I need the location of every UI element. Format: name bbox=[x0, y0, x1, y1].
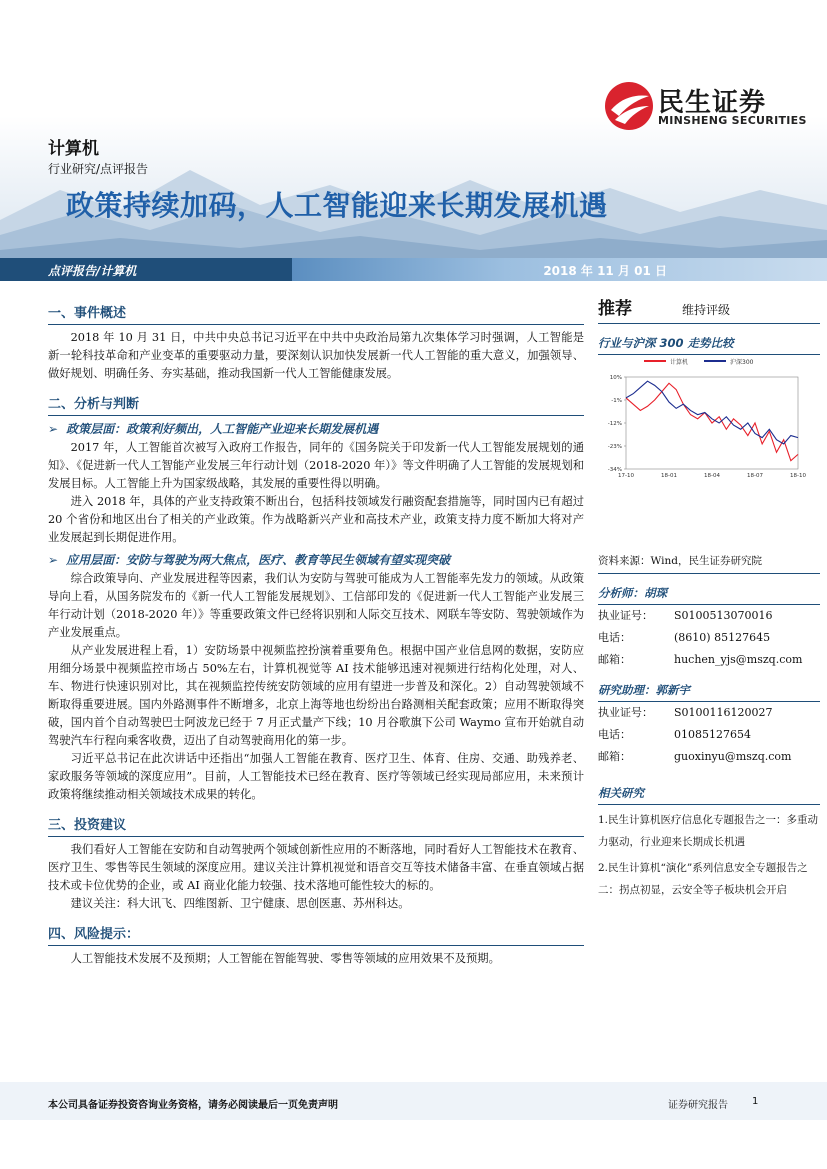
trend-chart bbox=[598, 357, 820, 547]
page-number: 1 bbox=[752, 1096, 759, 1107]
rating-block bbox=[598, 294, 820, 324]
y-tick-label: -12% bbox=[607, 421, 622, 427]
arrow-bullet-icon: ➢ bbox=[48, 422, 59, 436]
assistant-cert-row: 执业证号： S0100116120027 bbox=[598, 706, 773, 719]
analyst-heading: 分析师：胡琛 bbox=[598, 582, 820, 605]
assistant-email-link[interactable]: guoxinyu@mszq.com bbox=[674, 750, 792, 763]
footer-disclaimer: 本公司具备证券投资咨询业务资格，请务必阅读最后一页免责声明 bbox=[48, 1100, 338, 1111]
sector-label: 计算机 bbox=[48, 139, 99, 159]
series-line bbox=[626, 381, 798, 444]
report-category: 行业研究/点评报告 bbox=[48, 162, 149, 176]
paragraph: 综合政策导向、产业发展进程等因素，我们认为安防与驾驶可能成为人工智能率先发力的领域。从政策导向上看，从国务院发布的《新一代人工智能发展规划》、工信部印发的《促进新一代人工智能产业发展三年行动计划（2018-2020 年）》等重要政策文件已经将识别和人际交互技术、网联车等安防、驾驶领域作为产业发展重点。 bbox=[48, 572, 584, 639]
section-heading: 四、风险提示： bbox=[48, 919, 584, 946]
arrow-bullet-icon: ➢ bbox=[48, 553, 59, 567]
trend-chart-svg bbox=[598, 357, 820, 547]
subsection-heading: ➢ 应用层面：安防与驾驶为两大焦点，医疗、教育等民生领域有望实现突破 bbox=[48, 553, 451, 567]
subsection-heading: ➢ 政策层面：政策利好频出，人工智能产业迎来长期发展机遇 bbox=[48, 422, 379, 436]
y-tick-label: -34% bbox=[607, 467, 622, 473]
paragraph: 从产业发展进程上看，1）安防场景中视频监控扮演着重要角色。根据中国产业信息网的数据，安防应用细分场景中视频监控市场占 50%左右，计算机视觉等 AI 技术能够迅速对视频进行结构化处理，对人、车、物进行快速识别对比，其在视频监控传统安防领域的应用有望进一步普及和深化。2）自动驾驶领域不断取得重要进展。国内外路测事件不断增多，北京上海等地也纷纷出台路测相关配套政策；应用不断取得突破，国内首个自动驾驶巴士阿波龙已经于 7 月正式量产下线；10 月谷歌旗下公司 Waymo 宣布开始就自动驾驶汽车行程向乘客收费，迈出了自动驾驶商用化的第一步。 bbox=[48, 644, 584, 747]
paragraph: 我们看好人工智能在安防和自动驾驶两个领域创新性应用的不断落地，同时看好人工智能技术在教育、医疗卫生、零售等民生领域的深度应用。建议关注计算机视觉和语音交互等技术储备丰富、在垂直领域占据技术或卡位优势的企业，或 AI 商业化能力较强、技术落地可能性较大的标的。 bbox=[48, 843, 584, 892]
x-tick-label: 18-07 bbox=[747, 473, 763, 479]
rating-note: 维持评级 bbox=[682, 303, 731, 317]
footer-doc-type: 证券研究报告 bbox=[668, 1100, 728, 1111]
band-date: 2018 年 11 月 01 日 bbox=[543, 264, 667, 278]
legend-label: 计算机 bbox=[670, 359, 689, 366]
paragraph: 进入 2018 年，具体的产业支持政策不断出台，包括科技领域发行融资配套措施等，同时国内已有超过 20 个省份和地区出台了相关的产业政策。作为战略新兴产业和高技术产业，政策支持力度不断加大将对产业发展起到长期促进作用。 bbox=[48, 495, 584, 544]
section-heading: 二、分析与判断 bbox=[48, 389, 584, 416]
analyst-phone-row: 电话： (8610) 85127645 bbox=[598, 631, 771, 644]
main-content bbox=[48, 292, 584, 968]
chart-title: 行业与沪深 300 走势比较 bbox=[598, 332, 820, 355]
series-line bbox=[626, 383, 798, 460]
legend-label: 沪深300 bbox=[730, 359, 754, 366]
x-tick-label: 17-10 bbox=[618, 473, 634, 479]
x-tick-label: 18-04 bbox=[704, 473, 720, 479]
minsheng-logo-icon bbox=[603, 80, 655, 132]
sidebar bbox=[598, 294, 820, 901]
y-tick-label: 10% bbox=[609, 375, 622, 381]
x-tick-label: 18-10 bbox=[790, 473, 806, 479]
assistant-heading: 研究助理：郭新宇 bbox=[598, 679, 820, 702]
related-item[interactable]: 2.民生计算机“演化”系列信息安全专题报告之二：拐点初显，云安全等子板块机会开启 bbox=[598, 862, 808, 896]
analyst-email-link[interactable]: huchen_yjs@mszq.com bbox=[674, 653, 803, 666]
paragraph: 人工智能技术发展不及预期；人工智能在智能驾驶、零售等领域的应用效果不及预期。 bbox=[70, 952, 500, 965]
assistant-phone-row: 电话： 01085127654 bbox=[598, 728, 751, 741]
report-title: 政策持续加码，人工智能迎来长期发展机遇 bbox=[66, 189, 608, 222]
analyst-email-row: 邮箱： huchen_yjs@mszq.com bbox=[598, 649, 820, 671]
logo-text-cn: 民生证券 bbox=[658, 88, 767, 118]
band-report-type: 点评报告/计算机 bbox=[48, 264, 137, 278]
paragraph: 2017 年，人工智能首次被写入政府工作报告，同年的《国务院关于印发新一代人工智能发展规划的通知》、《促进新一代人工智能产业发展三年行动计划（2018-2020 年）》等文件明确了人工智能的发展规划和发展目标。人工智能上升为国家级战略，其发展的重要性得以明确。 bbox=[48, 441, 584, 490]
paragraph: 建议关注：科大讯飞、四维图新、卫宁健康、思创医惠、苏州科达。 bbox=[70, 897, 410, 910]
section-heading: 三、投资建议 bbox=[48, 810, 584, 837]
analyst-cert-row: 执业证号： S0100513070016 bbox=[598, 609, 773, 622]
y-tick-label: -23% bbox=[607, 444, 622, 450]
paragraph: 习近平总书记在此次讲话中还指出“加强人工智能在教育、医疗卫生、体育、住房、交通、助残养老、家政服务等领域的深度应用”。目前，人工智能技术已经在教育、医疗等领域已经实现局部应用，未来预计政策将继续推动相关领域技术成果的转化。 bbox=[48, 752, 584, 801]
related-item[interactable]: 1.民生计算机医疗信息化专题报告之一：多重动力驱动，行业迎来长期成长机遇 bbox=[598, 814, 819, 848]
related-heading: 相关研究 bbox=[598, 782, 820, 805]
logo-text-en: MINSHENG SECURITIES bbox=[658, 114, 807, 127]
y-tick-label: -1% bbox=[611, 398, 622, 404]
assistant-email-row: 邮箱： guoxinyu@mszq.com bbox=[598, 746, 820, 768]
section-heading: 一、事件概述 bbox=[48, 298, 584, 325]
chart-source: 资料来源：Wind，民生证券研究院 bbox=[598, 547, 820, 574]
paragraph: 2018 年 10 月 31 日，中共中央总书记习近平在中共中央政治局第九次集体学习时强调，人工智能是新一轮科技革命和产业变革的重要驱动力量，要深刻认识加快发展新一代人工智能的重大意义，加强领导、做好规划、明确任务、夯实基础，推动我国新一代人工智能健康发展。 bbox=[48, 331, 584, 380]
x-tick-label: 18-01 bbox=[661, 473, 677, 479]
rating: 推荐 bbox=[598, 299, 632, 319]
